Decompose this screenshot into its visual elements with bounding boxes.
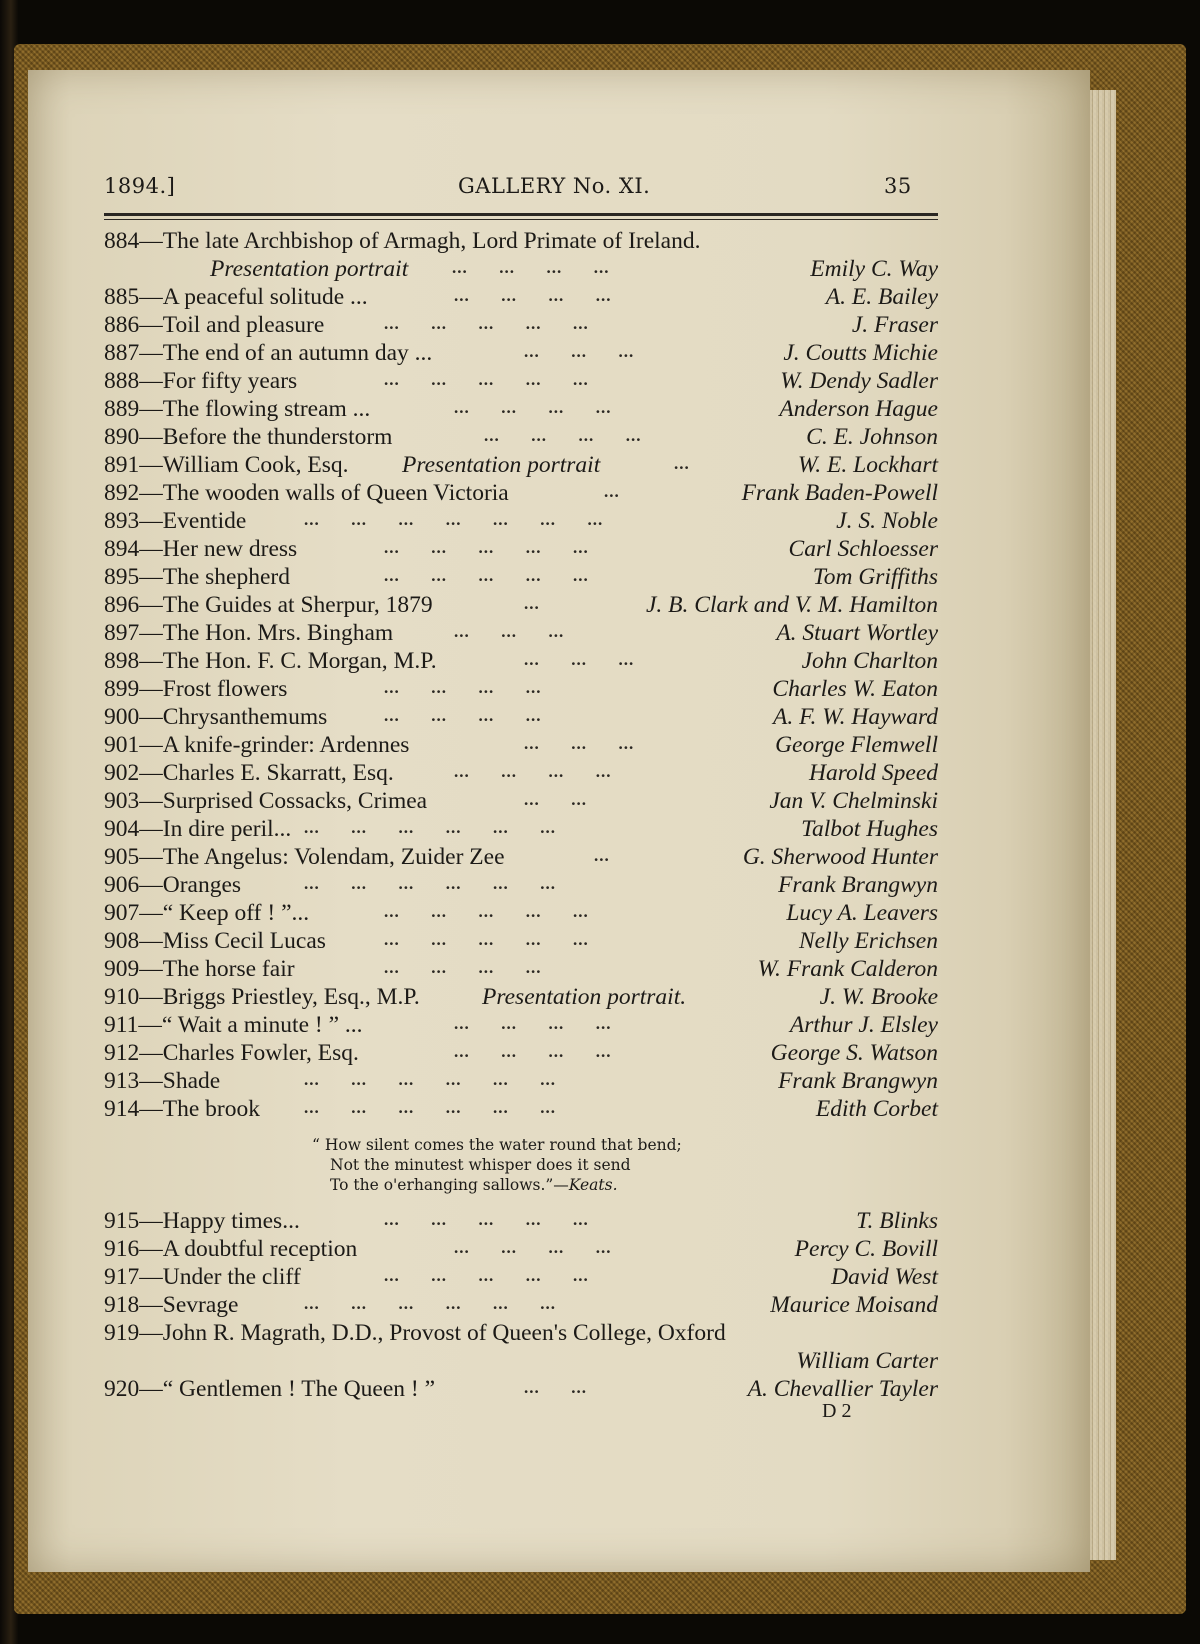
catalogue-entry-884	[104, 228, 938, 257]
catalogue-entry-885: 885—A peaceful solitude ... ... ... ... ... A. E. Bailey	[104, 284, 938, 310]
entry-title: 898—The Hon. F. C. Morgan, M.P.	[104, 648, 437, 674]
entry-title: 902—Charles E. Skarratt, Esq.	[104, 760, 394, 786]
header-rule-thin	[104, 219, 938, 220]
header-rule	[104, 213, 938, 216]
entry-title: 896—The Guides at Sherpur, 1879	[104, 592, 433, 618]
catalogue-entry-919-line2	[104, 1348, 938, 1377]
entry-title: 920—“ Gentlemen ! The Queen ! ”	[104, 1376, 436, 1402]
catalogue-entry-887: 887—The end of an autumn day ... ... ... ... J. Coutts Michie	[104, 340, 938, 366]
entry-artist: Edith Corbet	[815, 1096, 938, 1122]
entry-title: 916—A doubtful reception	[104, 1236, 358, 1262]
entry-artist: Jan V. Chelminski	[769, 788, 938, 814]
entry-title: 888—For fifty years	[104, 368, 298, 394]
catalogue-entry-920: 920—“ Gentlemen ! The Queen ! ” ... ... A. Chevallier Tayler	[104, 1376, 938, 1402]
catalogue-entry-902: 902—Charles E. Skarratt, Esq. ... ... ... ... Harold Speed	[104, 760, 938, 786]
entry-title: 890—Before the thunderstorm	[104, 424, 393, 450]
entry-title: 915—Happy times...	[104, 1208, 300, 1234]
entry-subtitle: Presentation portrait.	[482, 984, 687, 1010]
entry-artist: A. Chevallier Tayler	[747, 1376, 938, 1402]
entry-title: 895—The shepherd	[104, 564, 290, 590]
entry-subtitle: Presentation portrait	[210, 256, 409, 282]
catalogue-entry-899: 899—Frost flowers ... ... ... ... Charles W. Eaton	[104, 676, 938, 702]
entry-artist: J. B. Clark and V. M. Hamilton	[646, 592, 938, 618]
catalogue-entry-907: 907—“ Keep off ! ”... ... ... ... ... ... Lucy A. Leavers	[104, 900, 938, 926]
catalogue-entry-897: 897—The Hon. Mrs. Bingham ... ... ... A. Stuart Wortley	[104, 620, 938, 646]
catalogue-entry-915: 915—Happy times... ... ... ... ... ... T. Blinks	[104, 1208, 938, 1234]
entry-artist: A. F. W. Hayward	[773, 704, 938, 730]
entry-title: 911—“ Wait a minute ! ” ...	[104, 1012, 363, 1038]
entry-title: 904—In dire peril...	[104, 816, 292, 842]
entry-artist: Frank Brangwyn	[778, 1068, 938, 1094]
catalogue-entry-917: 917—Under the cliff ... ... ... ... ... David West	[104, 1264, 938, 1290]
catalogue-entry-912: 912—Charles Fowler, Esq. ... ... ... ... George S. Watson	[104, 1040, 938, 1066]
entry-artist: Carl Schloesser	[788, 536, 938, 562]
quote-author: Keats.	[568, 1176, 618, 1194]
entry-title: 912—Charles Fowler, Esq.	[104, 1040, 359, 1066]
catalogue-entry-911: 911—“ Wait a minute ! ” ... ... ... ... ... Arthur J. Elsley	[104, 1012, 938, 1038]
entry-artist: Percy C. Bovill	[794, 1236, 938, 1262]
entry-title: 884—The late Archbishop of Armagh, Lord Primate of Ireland.	[104, 228, 701, 254]
entry-title: 909—The horse fair	[104, 956, 295, 982]
entry-artist: George S. Watson	[770, 1040, 938, 1066]
catalogue-entry-908: 908—Miss Cecil Lucas ... ... ... ... ... Nelly Erichsen	[104, 928, 938, 954]
entry-artist: William Carter	[796, 1348, 938, 1374]
catalogue-entry-914: 914—The brook ... ... ... ... ... ... Edith Corbet	[104, 1096, 938, 1122]
entry-title: 903—Surprised Cossacks, Crimea	[104, 788, 428, 814]
entry-artist: W. Frank Calderon	[757, 956, 938, 982]
entry-artist: Charles W. Eaton	[772, 676, 938, 702]
entry-title: 897—The Hon. Mrs. Bingham	[104, 620, 394, 646]
catalogue-entry-905: 905—The Angelus: Volendam, Zuider Zee ... G. Sherwood Hunter	[104, 844, 938, 870]
quote-line-2: Not the minutest whisper does it send	[330, 1156, 631, 1174]
entry-artist: C. E. Johnson	[806, 424, 938, 450]
entry-artist: Nelly Erichsen	[798, 928, 938, 954]
catalogue-entry-886: 886—Toil and pleasure ... ... ... ... ... J. Fraser	[104, 312, 938, 338]
header-year: 1894.]	[104, 174, 176, 198]
catalogue-entry-919	[104, 1320, 938, 1349]
entry-artist: G. Sherwood Hunter	[742, 844, 938, 870]
entry-title: 910—Briggs Priestley, Esq., M.P.	[104, 984, 420, 1010]
entry-title: 894—Her new dress	[104, 536, 298, 562]
entry-artist: J. Coutts Michie	[783, 340, 938, 366]
catalogue-entry-901: 901—A knife-grinder: Ardennes ... ... ... George Flemwell	[104, 732, 938, 758]
entry-title: 900—Chrysanthemums	[104, 704, 328, 730]
catalogue-entry-906: 906—Oranges ... ... ... ... ... ... Frank Brangwyn	[104, 872, 938, 898]
entry-artist: W. E. Lockhart	[797, 452, 938, 478]
entry-artist: A. E. Bailey	[825, 284, 938, 310]
entry-title: 907—“ Keep off ! ”...	[104, 900, 310, 926]
catalogue-entry-910	[104, 984, 938, 1013]
entry-title: 919—John R. Magrath, D.D., Provost of Queen's College, Oxford	[104, 1320, 726, 1346]
entry-title: 893—Eventide	[104, 508, 247, 534]
header-gallery-title: GALLERY No. XI.	[458, 174, 651, 198]
entry-title: 918—Sevrage	[104, 1292, 239, 1318]
catalogue-entry-916: 916—A doubtful reception ... ... ... ... Percy C. Bovill	[104, 1236, 938, 1262]
catalogue-entry-918: 918—Sevrage ... ... ... ... ... ... Maurice Moisand	[104, 1292, 938, 1318]
page-number: 35	[884, 174, 912, 198]
entry-title: 887—The end of an autumn day ...	[104, 340, 433, 366]
catalogue-entry-909: 909—The horse fair ... ... ... ... W. Frank Calderon	[104, 956, 938, 982]
entry-subtitle: Presentation portrait	[402, 452, 601, 478]
entry-artist: Maurice Moisand	[770, 1292, 938, 1318]
entry-title: 901—A knife-grinder: Ardennes	[104, 732, 410, 758]
entry-title: 908—Miss Cecil Lucas	[104, 928, 326, 954]
entry-artist: A. Stuart Wortley	[776, 620, 938, 646]
entry-artist: J. Fraser	[851, 312, 938, 338]
catalogue-entry-904: 904—In dire peril... ... ... ... ... ... ... Talbot Hughes	[104, 816, 938, 842]
catalogue-entry-895: 895—The shepherd ... ... ... ... ... Tom Griffiths	[104, 564, 938, 590]
entry-artist: Harold Speed	[808, 760, 938, 786]
entry-artist: Frank Brangwyn	[778, 872, 938, 898]
entry-title: 892—The wooden walls of Queen Victoria	[104, 480, 509, 506]
entry-artist: Tom Griffiths	[812, 564, 938, 590]
entry-artist: J. W. Brooke	[819, 984, 938, 1010]
entry-title: 889—The flowing stream ...	[104, 396, 371, 422]
catalogue-entry-891: 891—William Cook, Esq. Presentation portrait ... W. E. Lockhart	[104, 452, 938, 478]
entry-artist: Arthur J. Elsley	[789, 1012, 938, 1038]
entry-title: 906—Oranges	[104, 872, 242, 898]
entry-title: 917—Under the cliff	[104, 1264, 301, 1290]
entry-artist: Frank Baden-Powell	[741, 480, 938, 506]
running-header	[0, 174, 1200, 206]
catalogue-entry-900: 900—Chrysanthemums ... ... ... ... A. F. W. Hayward	[104, 704, 938, 730]
catalogue-entry-898: 898—The Hon. F. C. Morgan, M.P. ... ... ... John Charlton	[104, 648, 938, 674]
entry-artist: Emily C. Way	[810, 256, 938, 282]
entry-artist: Lucy A. Leavers	[786, 900, 938, 926]
catalogue-entry-888: 888—For fifty years ... ... ... ... ... W. Dendy Sadler	[104, 368, 938, 394]
catalogue-entry-893: 893—Eventide ... ... ... ... ... ... ... J. S. Noble	[104, 508, 938, 534]
catalogue-entry-896: 896—The Guides at Sherpur, 1879 ... J. B. Clark and V. M. Hamilton	[104, 592, 938, 618]
catalogue-entry-913: 913—Shade ... ... ... ... ... ... Frank Brangwyn	[104, 1068, 938, 1094]
entry-title: 914—The brook	[104, 1096, 260, 1122]
entry-artist: W. Dendy Sadler	[780, 368, 938, 394]
entry-title: 899—Frost flowers	[104, 676, 288, 702]
quote-line-3: To the o'erhanging sallows.”—Keats.	[330, 1176, 618, 1194]
entry-title: 891—William Cook, Esq.	[104, 452, 349, 478]
entry-title: 913—Shade	[104, 1068, 221, 1094]
entry-artist: George Flemwell	[775, 732, 938, 758]
catalogue-entry-903: 903—Surprised Cossacks, Crimea ... ... Jan V. Chelminski	[104, 788, 938, 814]
catalogue-entry-890: 890—Before the thunderstorm ... ... ... ... C. E. Johnson	[104, 424, 938, 450]
catalogue-entry-892: 892—The wooden walls of Queen Victoria ... Frank Baden-Powell	[104, 480, 938, 506]
entry-artist: Anderson Hague	[779, 396, 938, 422]
entry-title: 905—The Angelus: Volendam, Zuider Zee	[104, 844, 505, 870]
entry-title: 886—Toil and pleasure	[104, 312, 325, 338]
catalogue-entry-889: 889—The flowing stream ... ... ... ... ... Anderson Hague	[104, 396, 938, 422]
entry-artist: T. Blinks	[856, 1208, 938, 1234]
quote-line-1: “ How silent comes the water round that bend;	[312, 1136, 682, 1154]
entry-artist: David West	[831, 1264, 938, 1290]
signature-mark: D 2	[822, 1400, 852, 1422]
catalogue-entry-884-line2: Presentation portrait ... ... ... ... Emily C. Way	[210, 256, 938, 282]
entry-artist: Talbot Hughes	[801, 816, 938, 842]
entry-artist: John Charlton	[801, 648, 938, 674]
entry-title: 885—A peaceful solitude ...	[104, 284, 368, 310]
entry-artist: J. S. Noble	[836, 508, 938, 534]
catalogue-entry-894: 894—Her new dress ... ... ... ... ... Carl Schloesser	[104, 536, 938, 562]
